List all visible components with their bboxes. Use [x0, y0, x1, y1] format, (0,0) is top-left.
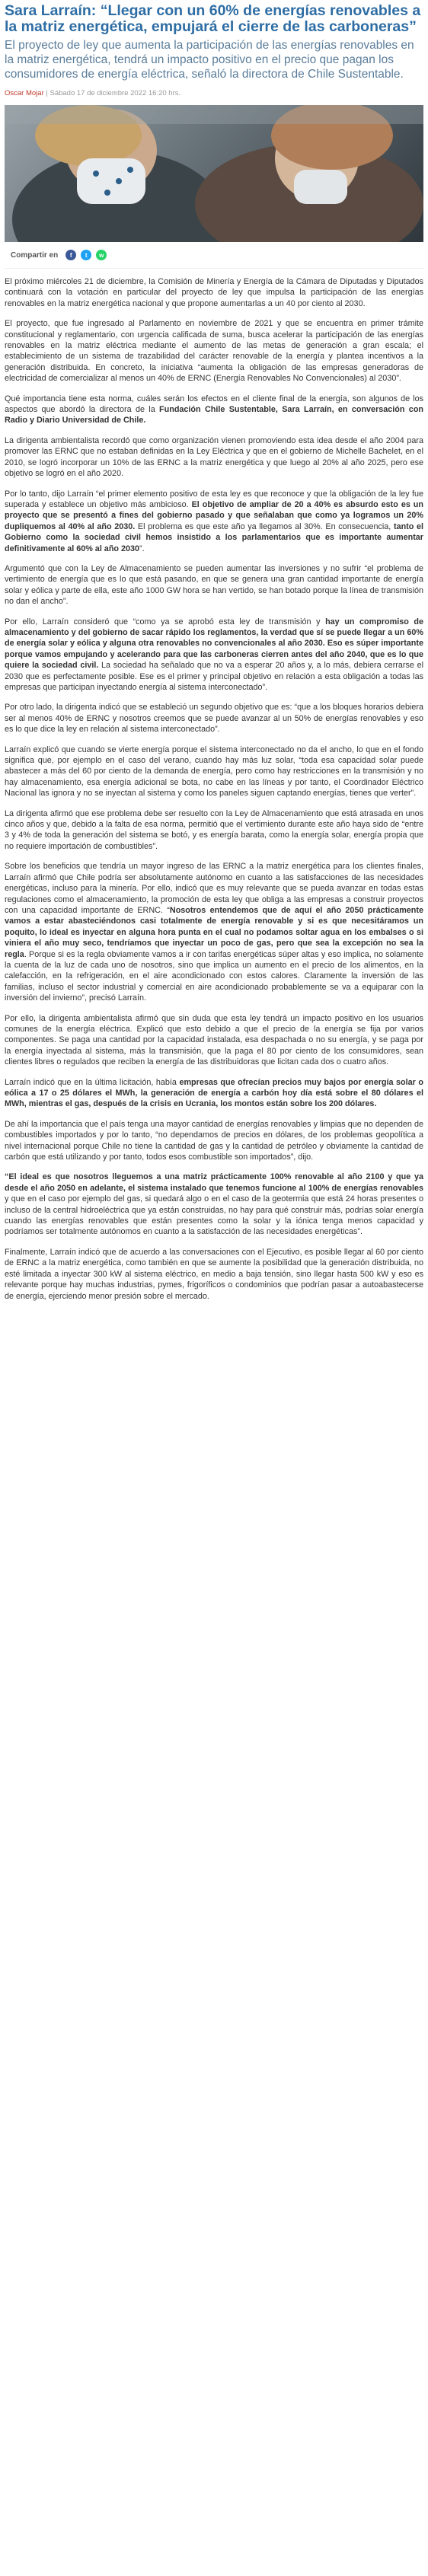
bold-text: “El ideal es que nosotros lleguemos a una matriz prácticamente 100% renovable al año 2100 y que ya desde el año 2050 en adelante, el sistema instalado que tenemos funcione al 100% de energías renovables	[5, 1172, 423, 1193]
author-link[interactable]: Oscar Mojar	[5, 89, 44, 97]
text-run: De ahí la importancia que el país tenga una mayor cantidad de energías renovables y limpias que no dependen de combustibles importados y por lo tanto, “no dependamos de precios en dólares, de los problemas geopolítica a nivel internacional porque Chile no tiene la cantidad de gas y la cantidad de petróleo y obviamente la cantidad de carbón que está utilizando y por tanto, todos esos combustible son importados”, dijo.	[5, 1119, 423, 1162]
text-run: Larraín explicó que cuando se vierte energía porque el sistema interconectado no da el ancho, lo que en el fondo significa que, por ejemplo en el caso del verano, cuando hay más luz solar, “toda esa capacidad solar puede abastecer a más del 60 por ciento de la demanda de energía, pero como hay restricciones en la transmisión y no hay almacenamiento, esa energía adicional se bota, no cabe en las líneas y por tanto, el Coordinador Eléctrico Nacional las ignora y no se inyectan al sistema y como los paneles siguen captando energías, tienes que verter”.	[5, 744, 423, 799]
text-run: La dirigenta afirmó que ese problema debe ser resuelto con la Ley de Almacenamiento que está atrasada en unos cinco años y que, debido a la falta de esa norma, permitió que el vertimiento durante este año haya sido de “entre 3 y 4% de toda la generación del sistema se botó, y es energía barata, como la energía solar, energía propia que no requiere importación de combustibles”.	[5, 808, 423, 851]
article-paragraph	[5, 489, 423, 554]
text-run: Sobre los beneficios que tendría un mayor ingreso de las ERNC a la matriz energética para los clientes finales, Larraín afirmó que Chile podría ser absolutamente autónomo en cuanto a las satisfacciones de las necesidades energéticas, incluso para la minería. Por ello, indicó que es muy relevante que se pueda avanzar en todas estas regulaciones como el almacenamiento, la promoción de esta ley que obliga a las empresas a construir proyectos con una capacidad importante de ERNC. “	[5, 862, 423, 915]
text-run: Qué importancia tiene esta norma, cuáles serán los efectos en el cliente final de la energía, son algunos de los aspectos que abordó la directora de la	[5, 394, 423, 415]
article-paragraph	[5, 318, 423, 384]
article-paragraph	[5, 744, 423, 799]
text-run: Por otro lado, la dirigenta indicó que se estableció un segundo objetivo que es: “que a los bloques horarios debiera ser al menos 40% de ERNC y nosotros creemos que se puede avanzar al un 50% de energías renovables y eso es lo que dice la ley en relación al sistema interconectado”.	[5, 703, 423, 735]
twitter-icon[interactable]: t	[81, 250, 91, 260]
article-paragraph	[5, 1013, 423, 1068]
text-run: Finalmente, Larraín indicó que de acuerdo a las conversaciones con el Ejecutivo, es posible llegar al 60 por ciento de ERNC a la matriz energética, como también en que se aumente la posibilidad que la generación distribuida, no esté limitada a inyectar 300 kW al sistema eléctrico, en medio a baja tensión, sino llegar hasta 500 kW y eso es relevante porque hay muchas industrias, pymes, frigoríficos o condominios que podrían pasar a autoabastecerse de energía, ejerciendo menor presión sobre el mercado.	[5, 1247, 423, 1301]
text-run: El próximo miércoles 21 de diciembre, la Comisión de Minería y Energía de la Cámara de Diputadas y Diputados continuará con la votación en particular del proyecto de ley que impulsa la participación de las energías renovables en la matriz energética nacional y que propone aumentarlas a un 40 por ciento al 2030.	[5, 277, 423, 308]
facebook-icon[interactable]: f	[65, 250, 76, 260]
bold-text: Fundación Chile Sustentable, Sara Larraín, en conversación con Radio y Diario Universidad de Chile.	[5, 405, 424, 426]
whatsapp-icon[interactable]: w	[96, 250, 107, 260]
article-meta	[5, 89, 423, 97]
article-paragraph	[5, 394, 423, 426]
text-run: y que en el caso por ejemplo del gas, si quedará algo o en el caso de la geotermia que está 24 horas presentes o incluso de la central hidroeléctrica que ya están construidas, no hay para qué construir más, podrías solar energía cuando las energías renovables que están presentes como la solar y la iónica tenga menos capacidad y podríamos ser totalmente autónomos en cuanto a la satisfacción de las necesidades energéticas”.	[5, 1194, 423, 1237]
share-bar	[5, 242, 423, 269]
text-run: La sociedad ha señalado que no va a esperar 20 años y, a lo más, debiera cerrarse el 2030 que es perfectamente posible. Ese es el primer y principal objetivo en relación a esta obligación a todas las empresas que participan inyectando energía al sistema interconectado”.	[5, 661, 423, 692]
article-paragraph	[5, 563, 423, 607]
article-title: Sara Larraín: “Llegar con un 60% de energías renovables a la matriz energética, empujará el cierre de las carboneras”	[5, 2, 421, 35]
meta-separator: |	[46, 89, 50, 97]
article-paragraph	[5, 861, 423, 1003]
article-paragraph	[5, 1119, 423, 1163]
article-paragraph	[5, 435, 423, 480]
article-page	[0, 3, 428, 1302]
text-run: El problema es que este año ya llegamos al 30%. En consecuencia,	[135, 521, 394, 531]
text-run: ”.	[139, 544, 145, 553]
text-run: Larraín indicó que en la última licitación, había	[5, 1077, 180, 1087]
bold-text: hay un compromiso de almacenamiento y del gobierno de sacar rápido los reglamentos, la verdad que sí se puede llegar a un 60% de energía solar y eólica y alguna otra renovables no convencionales al año 2030. Eso es súper importante porque vamos empujando y acelerando para que las carboneras cierren antes del año 2040, que es lo que quiere la sociedad civil.	[5, 617, 423, 671]
article-paragraph	[5, 808, 423, 853]
article-paragraph	[5, 1172, 423, 1237]
text-run: Argumentó que con la Ley de Almacenamiento se pueden aumentar las inversiones y no sufrir “el problema de vertimiento de energía que es lo que está pasando, en que se genera una gran cantidad importante de energía solar y eólica y parte de ella, este año 1000 GW hora se han vertido, se han botado porque la línea de transmisión no dan el ancho”.	[5, 563, 423, 607]
article-paragraph	[5, 1077, 423, 1110]
article-lead: El proyecto de ley que aumenta la participación de las energías renovables en la matriz energética, tendrá un impacto positivo en el precio que pagan los consumidores de energía eléctrica, señaló la directora de Chile Sustentable.	[5, 39, 414, 81]
bold-text: El objetivo de ampliar de 20 a 40% es absurdo esto es un proyecto que se presentó a fines del gobierno pasado y que señalaban que como ya logramos un 20% dupliquemos al 40% al año 2030.	[5, 499, 423, 531]
text-run: La dirigenta ambientalista recordó que como organización vienen promoviendo esta idea desde el año 2004 para promover las ERNC que no estaban definidas en la Ley Eléctrica y que en el gobierno de Michelle Bachelet, en el 2010, se logró incorporar un 10% de las ERNC a la matriz energética y que luego al 20% al año 2025, pero ese objetivo se logró en el año 2020.	[5, 435, 423, 479]
hero-photo-illustration	[5, 105, 423, 242]
bold-text: tanto el Gobierno como la sociedad civil hemos insistido a los parlamentarios que es importante aumentar definitivamente al 60% al año 2030	[5, 521, 424, 553]
text-run: Por lo tanto, dijo Larraín “el primer elemento positivo de esta ley es que reconoce y que la obligación de la ley fue superada y establece un objetivo más ambicioso.	[5, 489, 423, 509]
article-paragraph	[5, 617, 423, 693]
article-paragraph	[5, 702, 423, 735]
article-paragraph	[5, 1247, 423, 1302]
text-run: Por ello, la dirigenta ambientalista afirmó que sin duda que esta ley tendrá un impacto positivo en los usuarios comunes de la energía eléctrica. Explicó que esto debido a que el precio de la energía se fija por varios componentes. Se paga una cantidad por la capacidad instalada, esa despachada o no su energía, y se paga por la energía inyectada al sistema, más la transmisión, que la paga el 80 por ciento de los consumidores, sean clientes libres o regulados que reciben la energía de las distribuidoras que licitan cada dos o cuatro años.	[5, 1013, 423, 1067]
article-paragraph	[5, 276, 423, 309]
hero-photo	[5, 105, 423, 242]
bold-text: empresas que ofrecían precios muy bajos por energía solar o eólica a 17 o 25 dólares el MWh, la generación de energía a carbón hoy día está sobre el 80 dólares el MWh, mientras el gas, después de la crisis en Ucrania, los montos están sobre los 200 dólares.	[5, 1077, 423, 1109]
text-run: . Porque si es la regla obviamente vamos a ir con tarifas energéticas súper altas y eso implica, no solamente la cuenta de la luz de cada uno de nosotros, sino que implica un aumento en el precio de los alimentos, en la calefacción, en la refrigeración, en el aire acondicionado con estos calores. Claramente la inversión de las familias, incluso el sector industrial y comercial en aire acondicionado probablemente se va a equiparar con la inversión del invierno”, precisó Larraín.	[5, 949, 423, 1003]
text-run: Por ello, Larraín consideró que “como ya se aprobó esta ley de transmisión y	[5, 617, 326, 626]
bold-text: Nosotros entendemos que de aquí el año 2050 prácticamente vamos a estar abasteciéndonos casi totalmente de energía renovable y si es que necesitáramos un poquito, lo ideal es inyectar en alguna hora punta en el cual no podamos soltar agua en los embalses o si viniera el año muy seco, tendríamos que inyectar un poco de gas, pero que sea la excepción no sea la regla	[5, 905, 423, 959]
article-body	[5, 276, 423, 1302]
publish-date: Sábado 17 de diciembre 2022 16:20 hrs.	[50, 89, 181, 97]
text-run: El proyecto, que fue ingresado al Parlamento en noviembre de 2021 y que se encuentra en primer trámite constitucional y reglamentario, con urgencia calificada de suma, busca acelerar la participación de las energías renovables en la matriz eléctrica mediante el aumento de las metas de generación a gran escala; el establecimiento de un sistema de trazabilidad del carácter renovable de la energía y plantea incentivos a la generación distribuida. En concreto, la iniciativa “aumenta la obligación de las empresas generadoras de electricidad de comercializar al menos un 40% de ERNC (Energía Renovables No Convencionales) al 2030”.	[5, 319, 423, 384]
share-label: Compartir en	[11, 250, 59, 260]
